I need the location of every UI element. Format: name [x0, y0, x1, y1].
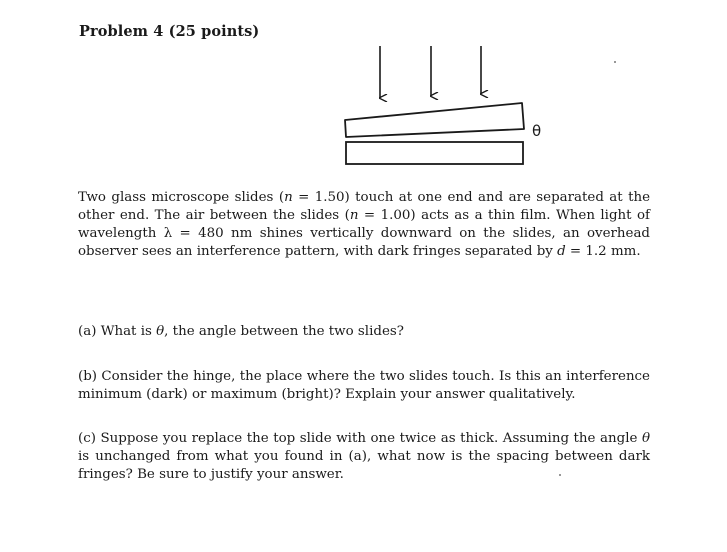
- angle-theta-label: θ: [532, 122, 542, 140]
- scan-speck: [559, 474, 561, 476]
- problem-title: Problem 4 (25 points): [79, 23, 260, 40]
- slides-diagram: [330, 40, 560, 175]
- bottom-slide: [346, 142, 523, 164]
- scan-speck: [614, 61, 616, 63]
- problem-statement: Two glass microscope slides (n = 1.50) touch at one end and are separated at the other end. The air between the slides (n = 1.00) acts as a thin film. When light of wavelength λ = 480 nm shines vertically downward on the slides, an overhead observer sees an interference pattern, with dark fringes separated by d = 1.2 mm.: [78, 190, 651, 259]
- top-slide: [345, 103, 524, 137]
- question-c: (c) Suppose you replace the top slide with one twice as thick. Assuming the angle θ is unchanged from what you found in (a), what now is the spacing between dark fringes? Be sure to justify your answer.: [78, 431, 650, 482]
- question-b: (b) Consider the hinge, the place where the two slides touch. Is this an interference minimum (dark) or maximum (bright)? Explain your answer qualitatively.: [78, 369, 650, 402]
- question-a: (a) What is θ, the angle between the two slides?: [78, 324, 404, 339]
